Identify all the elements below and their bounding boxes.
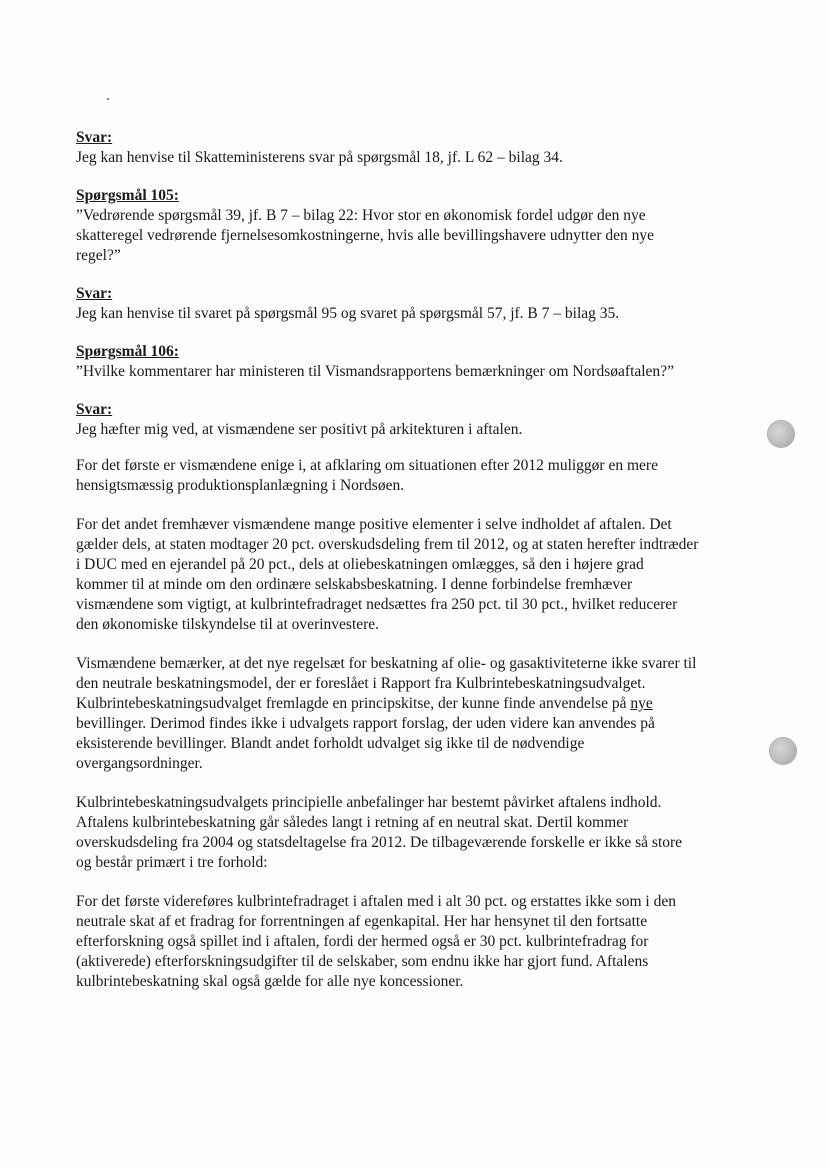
answer-section-2: [76, 284, 776, 324]
paragraph-second-point: For det andet fremhæver vismændene mange positive elementer i selve indholdet af aftalen. Det gælder dels, at staten modtager 20 pct. overskudsdeling frem til 2012, og at staten herefter indtræder i DUC med en ejerandel på 20 pct., dels at oliebeskatningen omlægges, så den i højere grad kommer til at minde om den ordinære selskabsbeskatning. I denne forbindelse fremhæver vismændene som vigtigt, at kulbrintefradraget nedsættes fra 250 pct. til 30 pct., hvilket reducerer den økonomiske tilskyndelse til at overinvestere.: [76, 516, 699, 633]
section-body: ”Vedrørende spørgsmål 39, jf. B 7 – bilag 22: Hvor stor en økonomisk fordel udgør den nye skatteregel vedrørende fjernelsesomkostningerne, hvis alle bevillingshavere udnytter den nye regel?”: [76, 207, 655, 264]
paragraph-hydrocarbon-deduction: For det første videreføres kulbrintefradraget i aftalen med i alt 30 pct. og erstattes ikke som i den neutrale skat af et fradrag for forrentningen af egenkapital. Her har hensynet til den fortsatte efterforskning også spillet ind i aftalen, fordi der hermed også er 30 pct. kulbrintefradrag for (aktiverede) efterforskningsudgifter til de selskaber, som endnu ikke har gjort fund. Aftalens kulbrintebeskatning skal også gælde for alle nye koncessioner.: [76, 893, 676, 990]
paragraph-model-remarks: [76, 654, 776, 774]
answer-section-3: [76, 400, 776, 440]
document-body: [76, 128, 776, 1011]
paragraph-recommendations: Kulbrintebeskatningsudvalgets principielle anbefalinger har bestemt påvirket aftalens indhold. Aftalens kulbrintebeskatning går således langt i retning af en neutral skat. Dertil kommer overskudsdeling fra 2004 og statsdeltagelse fra 2012. De tilbageværende forskelle er ikke så store og består primært i tre forhold:: [76, 794, 683, 871]
question-section-106: [76, 342, 776, 382]
answer-section-1: [76, 128, 776, 168]
section-heading: Spørgsmål 106:: [76, 343, 179, 360]
section-heading: Svar:: [76, 285, 113, 302]
section-body: Jeg kan henvise til svaret på spørgsmål 95 og svaret på spørgsmål 57, jf. B 7 – bilag 35.: [76, 305, 620, 322]
section-body: ”Hvilke kommentarer har ministeren til Vismandsrapportens bemærkninger om Nordsøaftalen?”: [76, 363, 674, 380]
underlined-word: nye: [630, 695, 653, 712]
section-heading: Svar:: [76, 401, 113, 418]
question-section-105: [76, 186, 776, 266]
paragraph-first-point: For det første er vismændene enige i, at afklaring om situationen efter 2012 muliggør en mere hensigtsmæssig produktionsplanlægning i Nordsøen.: [76, 457, 658, 494]
paragraph-text-continued: bevillinger. Derimod findes ikke i udvalgets rapport forslag, der uden videre kan anvendes på eksisterende bevillinger. Blandt andet forholdt udvalget sig ikke til de nødvendige overgangsordninger.: [76, 715, 655, 772]
section-heading: Svar:: [76, 129, 113, 146]
paragraph-text: Vismændene bemærker, at det nye regelsæt for beskatning af olie- og gasaktiviteterne ikke svarer til den neutrale beskatningsmodel, der er foreslået i Rapport fra Kulbrintebeskatningsudvalget. Kulbrintebeskatningsudvalget fremlagde en principskitse, der kunne finde anvendelse på: [76, 655, 697, 712]
section-body: Jeg kan henvise til Skatteministerens svar på spørgsmål 18, jf. L 62 – bilag 34.: [76, 149, 563, 166]
stray-mark: [107, 98, 109, 100]
section-heading: Spørgsmål 105:: [76, 187, 179, 204]
section-body: Jeg hæfter mig ved, at vismændene ser positivt på arkitekturen i aftalen.: [76, 421, 523, 438]
